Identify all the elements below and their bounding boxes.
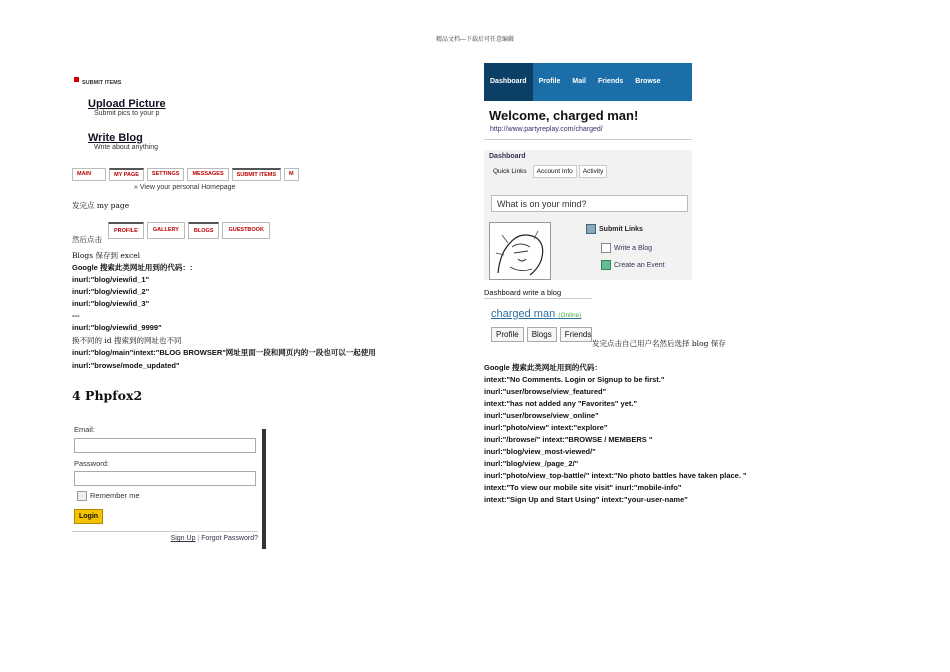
tab-gallery[interactable]: GALLERY (147, 222, 185, 239)
browse-mode-line: inurl:"browse/mode_updated" (72, 361, 180, 370)
upload-picture-desc: Submit pics to your p (94, 110, 160, 117)
query-line-3: intext:"has not added any "Favorites" yet." (484, 399, 638, 408)
nav-profile[interactable]: Profile (538, 78, 561, 85)
tab-activity[interactable]: Activity (579, 165, 608, 178)
inurl-ellipsis: --- (72, 311, 80, 320)
top-nav-bar (484, 63, 692, 101)
signup-link[interactable]: Sign Up (170, 535, 196, 542)
tab-profile[interactable]: PROFILE (108, 222, 144, 239)
upload-picture-link[interactable]: Upload Picture (88, 98, 166, 110)
then-click-instruction: 然后点击 (72, 235, 102, 244)
upload-picture-block (88, 98, 166, 117)
query-line-5: inurl:"photo/view" intext:"explore" (484, 423, 608, 432)
google-code-line: Google 搜索此类网址用到的代码：: (72, 263, 193, 272)
inurl-line-3: inurl:"blog/view/id_3" (72, 299, 150, 308)
tab-blogs[interactable]: BLOGS (188, 222, 220, 239)
query-line-2: inurl:"user/browse/view_featured" (484, 387, 607, 396)
page-icon (601, 243, 611, 253)
nav-browse[interactable]: Browse (635, 78, 661, 85)
login-button[interactable]: Login (74, 509, 103, 524)
email-label: Email: (74, 425, 95, 434)
dashboard-caption: Dashboard write a blog (484, 288, 562, 297)
tab-profile-page[interactable]: Profile (491, 327, 524, 342)
password-label: Password: (74, 459, 110, 468)
query-line-11: intext:"Sign Up and Start Using" intext:"your-user-name" (484, 495, 688, 504)
online-badge: (Online) (558, 312, 582, 319)
login-footer: Sign Up | Forgot Password? (72, 531, 258, 542)
write-blog-block (88, 132, 158, 151)
tab-quick-links[interactable]: Quick Links (489, 165, 531, 178)
submit-links-icon (586, 224, 596, 234)
section-title: 4 Phpfox2 (72, 388, 143, 403)
nav-dashboard[interactable]: Dashboard (484, 63, 533, 101)
login-screenshot (72, 427, 272, 549)
query-line-1: intext:"No Comments. Login or Signup to be first." (484, 375, 665, 384)
submit-links-heading: Submit Links (586, 224, 643, 234)
tab-main[interactable]: MAIN (72, 168, 106, 181)
calendar-icon (601, 260, 611, 270)
blogs-save-line: Blogs 保存到 excel (72, 251, 141, 260)
profile-url[interactable]: http://www.partyreplay.com/charged/ (490, 126, 603, 133)
main-nav-tabs (72, 168, 299, 181)
query-line-4: inurl:"user/browse/view_online" (484, 411, 599, 420)
inurl-line-2: inurl:"blog/view/id_2" (72, 287, 150, 296)
profile-nav-tabs (491, 327, 592, 342)
divider-line (484, 139, 692, 140)
avatar-sketch-icon (490, 223, 550, 279)
email-input[interactable] (74, 438, 256, 453)
query-line-8: inurl:"blog/view_/page_2/" (484, 459, 579, 468)
query-line-9: inurl:"photo/view_top-battle/" intext:"No photo battles have taken place. " (484, 471, 747, 480)
quick-tabs (489, 165, 607, 178)
submit-items-screenshot (72, 68, 302, 191)
dashboard-panel (484, 150, 692, 280)
tab-blogs-page[interactable]: Blogs (527, 327, 557, 342)
query-line-7: inurl:"blog/view_most-viewed/" (484, 447, 596, 456)
inurl-line-9999: inurl:"blog/view/id_9999" (72, 323, 162, 332)
tab-guestbook[interactable]: GUESTBOOK (222, 222, 269, 239)
blog-main-line: inurl:"blog/main"intext:"BLOG BROWSER"网址里面一段和网页内的一段也可以一起使用 (72, 348, 376, 357)
create-event-quicklink[interactable]: Create an Event (601, 260, 665, 270)
query-line-10: intext:"To view our mobile site visit" inurl:"mobile-info" (484, 483, 682, 492)
submit-items-heading: SUBMIT ITEMS (74, 71, 121, 89)
profile-screenshot (484, 298, 592, 346)
tab-settings[interactable]: SETTINGS (147, 168, 185, 181)
nav-mail[interactable]: Mail (572, 78, 586, 85)
avatar (489, 222, 551, 280)
query-line-6: inurl:"/browse/" intext:"BROWSE / MEMBERS " (484, 435, 653, 444)
different-id-line: 换不同的 id 搜索到的网址也不同 (72, 336, 182, 345)
write-blog-quicklink[interactable]: Write a Blog (601, 243, 652, 253)
tab-more[interactable]: M (284, 168, 299, 181)
tab-friends-page[interactable]: Friends (560, 327, 592, 342)
tab-my-page[interactable]: MY PAGE (109, 168, 144, 181)
write-blog-desc: Write about anything (94, 144, 159, 151)
inurl-line-1: inurl:"blog/view/id_1" (72, 275, 150, 284)
tab-account-info[interactable]: Account Info (533, 165, 577, 178)
status-input[interactable]: What is on your mind? (491, 195, 688, 212)
remember-checkbox[interactable] (77, 491, 87, 501)
dashboard-title: Dashboard (489, 153, 526, 160)
welcome-heading: Welcome, charged man! (489, 108, 639, 123)
red-square-icon (74, 77, 79, 82)
cut-off-caption: » View your personal Homepage (134, 184, 236, 191)
divider-bar (262, 429, 266, 549)
tab-messages[interactable]: MESSAGES (187, 168, 228, 181)
nav-friends[interactable]: Friends (597, 78, 624, 85)
save-blog-caption: 发完点击自己用户名然后选择 blog 保存 (592, 339, 726, 348)
tab-submit-items[interactable]: SUBMIT ITEMS (232, 168, 281, 181)
google-title-right: Google 搜索此类网址用到的代码： (484, 363, 602, 372)
mypage-instruction: 发完点 my page (72, 201, 130, 210)
profile-tabs (108, 222, 270, 239)
forgot-password-link[interactable]: Forgot Password? (201, 535, 258, 542)
profile-name-link[interactable]: charged man (Online) (491, 308, 582, 320)
page-header: 精品文档---下载后可任意编辑 (435, 36, 515, 43)
remember-label: Remember me (90, 491, 140, 500)
write-blog-link[interactable]: Write Blog (88, 132, 143, 144)
password-input[interactable] (74, 471, 256, 486)
